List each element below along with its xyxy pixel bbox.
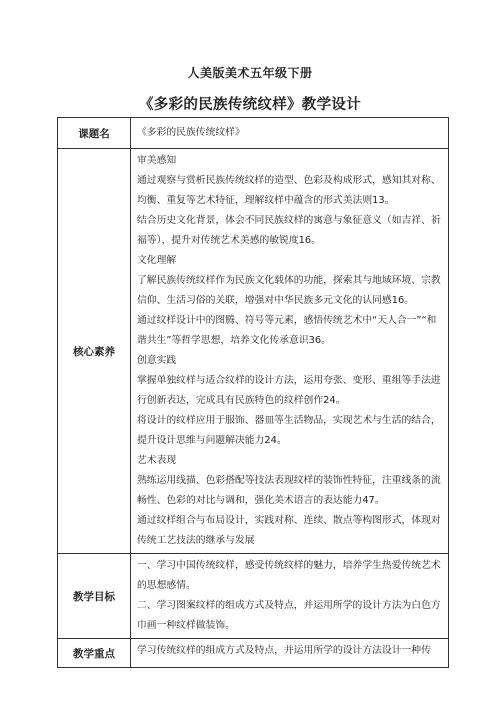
section-paragraph: 熟练运用线描、色彩搭配等技法表现纹样的装饰性特征，注重线条的流畅性、色彩的对比与调和，强化美术语言的表达能力47。 [137,475,441,506]
goal-item: 一、学习中国传统纹样，感受传统纹样的魅力，培养学生热爱传统艺术的思想感情。 [137,560,441,591]
section-heading-creative: 创意实践 [137,355,177,366]
section-paragraph: 结合历史文化背景，体会不同民族纹样的寓意与象征意义（如吉祥、祈福等），提升对传统艺术美感的敏锐度16。 [137,215,441,246]
table-row-course-name [58,118,449,149]
table-row-teaching-goals [58,554,449,639]
document-title: 人美版美术五年级下册 [187,66,313,80]
section-paragraph: 了解民族传统纹样作为民族文化载体的功能，探索其与地域环境、宗教信仰、生活习俗的关联，增强对中华民族多元文化的认同感16。 [137,275,441,306]
section-heading-culture: 文化理解 [137,255,177,266]
section-paragraph: 通过纹样设计中的图腾、符号等元素，感悟传统艺术中“天人合一”“和谐共生”等哲学思想，培养文化传承意识36。 [137,315,437,346]
section-paragraph: 通过纹样组合与布局设计，实践对称、连续、散点等构图形式，体现对传统工艺技法的继承与发展 [137,515,441,546]
teaching-goals-content [131,554,449,639]
table-row-teaching-focus [58,639,449,668]
teaching-goals-label: 教学目标 [58,554,131,639]
section-heading-aesthetic: 审美感知 [137,155,177,166]
teaching-focus-value: 学习传统纹样的组成方式及特点，并运用所学的设计方法设计一种传 [131,639,449,668]
section-paragraph: 掌握单独纹样与适合纹样的设计方法，运用夸张、变形、重组等手法进行创新表达，完成具有民族特色的纹样创作24。 [137,375,441,406]
table-row-core-literacy [58,149,449,554]
course-name-label: 课题名 [58,118,131,149]
teaching-focus-label: 教学重点 [58,639,131,668]
core-literacy-content [131,149,449,554]
document-subtitle: 《多彩的民族传统纹样》教学设计 [139,97,361,113]
goal-item: 二、学习图案纹样的组成方式及特点，并运用所学的设计方法为白色方巾画一种纹样做装饰。 [137,600,441,631]
section-heading-expression: 艺术表现 [137,455,177,466]
section-paragraph: 将设计的纹样应用于服饰、器皿等生活物品，实现艺术与生活的结合，提升设计思维与问题解决能力24。 [137,415,441,446]
core-literacy-label: 核心素养 [58,149,131,554]
course-name-value: 《多彩的民族传统纹样》 [131,118,449,149]
lesson-plan-table [57,117,449,668]
section-paragraph: 通过观察与赏析民族传统纹样的造型、色彩及构成形式，感知其对称、均衡、重复等艺术特征，理解纹样中蕴含的形式美法则13。 [137,175,441,206]
